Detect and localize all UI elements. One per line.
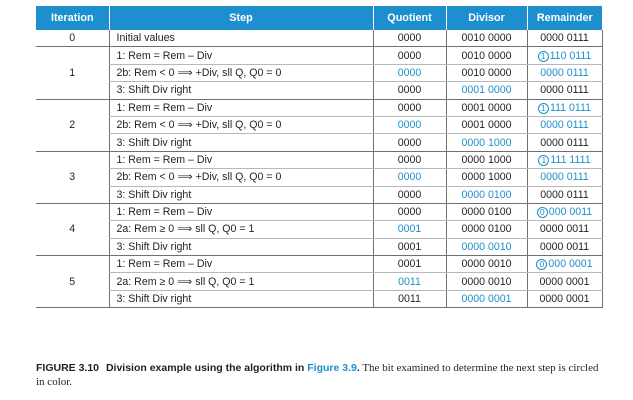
table-row <box>36 30 602 47</box>
remainder-cell <box>527 256 602 273</box>
table-row <box>36 169 602 186</box>
table-body <box>36 30 602 308</box>
caption-body: The bit examined to determine the next step is circled in color. <box>36 362 599 388</box>
table-row <box>36 221 602 238</box>
remainder-cell <box>527 203 602 220</box>
division-figure <box>36 6 602 308</box>
step-cell: 1: Rem = Rem – Div <box>109 256 373 273</box>
iteration-cell: 1 <box>36 47 109 99</box>
divisor-cell: 0000 1000 <box>446 151 527 168</box>
remainder-cell: 0000 0111 <box>527 116 602 133</box>
caption-title-prefix: Division example using the algorithm in <box>105 362 308 374</box>
table-row <box>36 116 602 133</box>
quotient-cell: 0001 <box>373 238 446 255</box>
figure-caption <box>36 361 606 389</box>
iteration-cell: 5 <box>36 256 109 308</box>
circled-bit: 1 <box>538 51 549 62</box>
remainder-cell: 0000 0011 <box>527 221 602 238</box>
divisor-cell: 0000 1000 <box>446 134 527 151</box>
remainder-cell <box>527 99 602 116</box>
header-remainder: Remainder <box>527 6 602 30</box>
divisor-cell: 0010 0000 <box>446 47 527 64</box>
quotient-cell: 0011 <box>373 273 446 290</box>
header-step: Step <box>109 6 373 30</box>
table-row <box>36 203 602 220</box>
table-row <box>36 151 602 168</box>
quotient-cell: 0000 <box>373 47 446 64</box>
quotient-cell: 0001 <box>373 256 446 273</box>
step-cell: 2b: Rem < 0 ⟹ +Div, sll Q, Q0 = 0 <box>109 64 373 81</box>
quotient-cell: 0000 <box>373 99 446 116</box>
step-cell: 1: Rem = Rem – Div <box>109 151 373 168</box>
quotient-cell: 0011 <box>373 290 446 307</box>
remainder-value: 111 1111 <box>550 153 591 166</box>
step-cell: 2b: Rem < 0 ⟹ +Div, sll Q, Q0 = 0 <box>109 169 373 186</box>
caption-title-suffix: . <box>356 362 360 374</box>
iteration-cell: 3 <box>36 151 109 203</box>
header-quotient: Quotient <box>373 6 446 30</box>
step-cell: 2b: Rem < 0 ⟹ +Div, sll Q, Q0 = 0 <box>109 116 373 133</box>
remainder-cell: 0000 0111 <box>527 169 602 186</box>
remainder-cell <box>527 47 602 64</box>
divisor-cell: 0000 0001 <box>446 290 527 307</box>
step-cell: 1: Rem = Rem – Div <box>109 99 373 116</box>
remainder-value: 111 0111 <box>549 101 592 114</box>
header-divisor: Divisor <box>446 6 527 30</box>
step-cell: 2a: Rem ≥ 0 ⟹ sll Q, Q0 = 1 <box>109 221 373 238</box>
caption-label: FIGURE 3.10 <box>36 362 100 374</box>
divisor-cell: 0010 0000 <box>446 30 527 47</box>
step-cell: 3: Shift Div right <box>109 186 373 203</box>
remainder-cell: 0000 0111 <box>527 134 602 151</box>
divisor-cell: 0000 0010 <box>446 273 527 290</box>
iteration-cell: 4 <box>36 203 109 255</box>
division-table <box>36 6 603 308</box>
divisor-cell: 0000 1000 <box>446 169 527 186</box>
remainder-cell: 0000 0111 <box>527 30 602 47</box>
caption-figure-link[interactable]: Figure 3.9 <box>307 362 357 374</box>
remainder-cell: 0000 0111 <box>527 186 602 203</box>
circled-bit: 1 <box>538 155 549 166</box>
quotient-cell: 0000 <box>373 116 446 133</box>
table-row <box>36 99 602 116</box>
quotient-cell: 0000 <box>373 82 446 99</box>
divisor-cell: 0000 0010 <box>446 238 527 255</box>
remainder-value: 110 0111 <box>549 49 592 62</box>
quotient-cell: 0000 <box>373 64 446 81</box>
circled-bit: 0 <box>537 207 548 218</box>
table-row <box>36 186 602 203</box>
step-cell: 3: Shift Div right <box>109 82 373 99</box>
divisor-cell: 0000 0100 <box>446 186 527 203</box>
step-cell: 3: Shift Div right <box>109 290 373 307</box>
divisor-cell: 0001 0000 <box>446 82 527 99</box>
step-cell: Initial values <box>109 30 373 47</box>
quotient-cell: 0000 <box>373 186 446 203</box>
divisor-cell: 0001 0000 <box>446 99 527 116</box>
step-cell: 1: Rem = Rem – Div <box>109 47 373 64</box>
iteration-cell: 2 <box>36 99 109 151</box>
divisor-cell: 0001 0000 <box>446 116 527 133</box>
table-row <box>36 238 602 255</box>
circled-bit: 1 <box>538 103 549 114</box>
header-iteration: Iteration <box>36 6 109 30</box>
step-cell: 1: Rem = Rem – Div <box>109 203 373 220</box>
remainder-cell: 0000 0111 <box>527 82 602 99</box>
table-row <box>36 134 602 151</box>
remainder-cell: 0000 0011 <box>527 238 602 255</box>
quotient-cell: 0000 <box>373 30 446 47</box>
iteration-cell: 0 <box>36 30 109 47</box>
remainder-cell <box>527 151 602 168</box>
remainder-value: 000 0001 <box>548 258 593 271</box>
remainder-cell: 0000 0001 <box>527 273 602 290</box>
step-cell: 3: Shift Div right <box>109 238 373 255</box>
table-row <box>36 256 602 273</box>
step-cell: 3: Shift Div right <box>109 134 373 151</box>
divisor-cell: 0000 0010 <box>446 256 527 273</box>
remainder-value: 000 0011 <box>548 206 593 219</box>
quotient-cell: 0000 <box>373 134 446 151</box>
table-header-row <box>36 6 602 30</box>
divisor-cell: 0000 0100 <box>446 203 527 220</box>
table-row <box>36 290 602 307</box>
quotient-cell: 0001 <box>373 221 446 238</box>
table-row <box>36 47 602 64</box>
circled-bit: 0 <box>536 259 547 270</box>
step-cell: 2a: Rem ≥ 0 ⟹ sll Q, Q0 = 1 <box>109 273 373 290</box>
remainder-cell: 0000 0111 <box>527 64 602 81</box>
quotient-cell: 0000 <box>373 169 446 186</box>
quotient-cell: 0000 <box>373 203 446 220</box>
divisor-cell: 0000 0100 <box>446 221 527 238</box>
table-row <box>36 64 602 81</box>
table-row <box>36 273 602 290</box>
divisor-cell: 0010 0000 <box>446 64 527 81</box>
remainder-cell: 0000 0001 <box>527 290 602 307</box>
quotient-cell: 0000 <box>373 151 446 168</box>
table-row <box>36 82 602 99</box>
